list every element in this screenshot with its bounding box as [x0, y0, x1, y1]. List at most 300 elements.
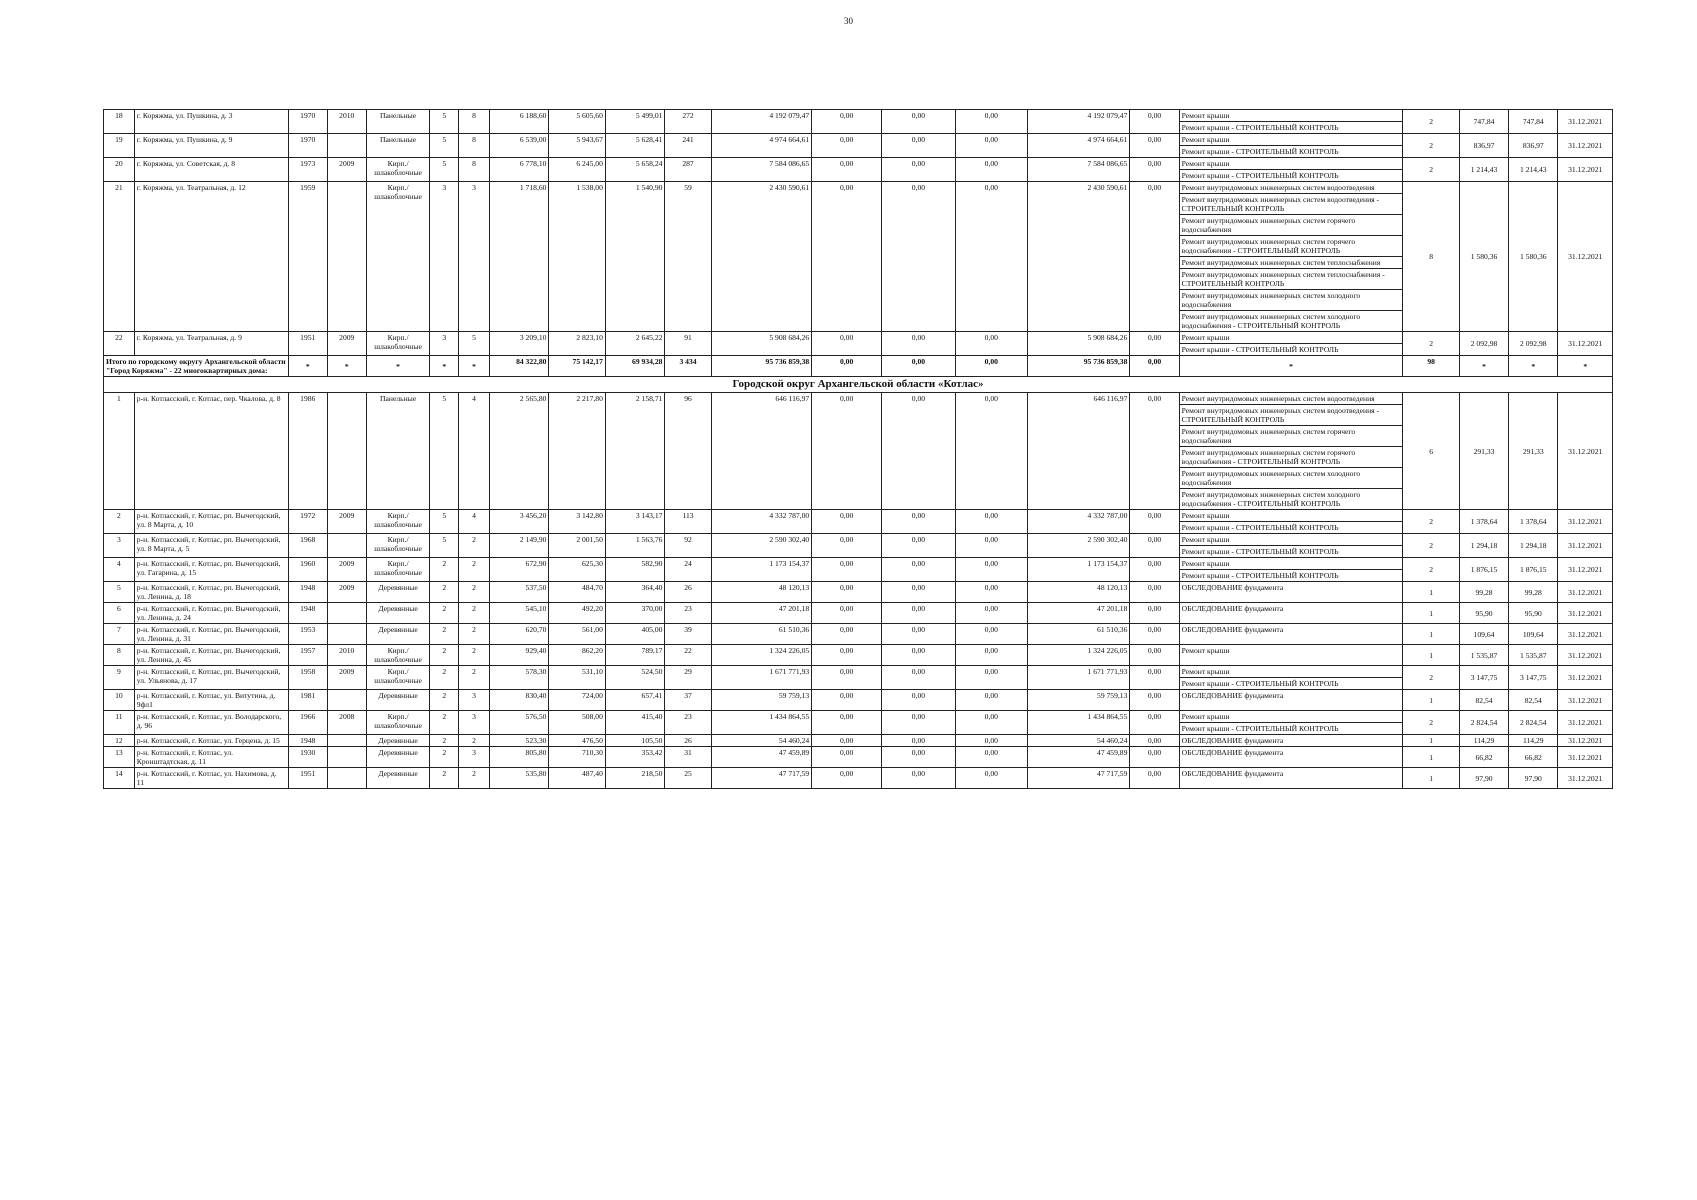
- works-count: 8: [1403, 182, 1459, 332]
- total-area: 535,80: [489, 768, 549, 789]
- address-cell: р-н. Котласский, г. Котлас, рп. Вычегодский, ул. Ленина, д. 24: [134, 603, 288, 624]
- row-number: 2: [104, 510, 135, 534]
- unit-cost-limit: 1 294,18: [1509, 534, 1558, 558]
- unit-cost-limit: 1 214,43: [1509, 158, 1558, 182]
- residents: 96: [665, 393, 711, 510]
- row-number: 13: [104, 747, 135, 768]
- total-cost: 5 908 684,26: [711, 332, 812, 356]
- year-repair: [327, 534, 366, 558]
- budget-cost: 0,00: [882, 110, 956, 134]
- residents: 92: [665, 534, 711, 558]
- residents: 23: [665, 711, 711, 735]
- local-cost: 0,00: [955, 768, 1027, 789]
- floors: 2: [430, 690, 459, 711]
- year-built: 1957: [288, 645, 327, 666]
- work-item: ОБСЛЕДОВАНИЕ фундамента: [1181, 604, 1284, 613]
- year-built: 1953: [288, 624, 327, 645]
- living-area: 625,30: [549, 558, 605, 582]
- living-area: 561,00: [549, 624, 605, 645]
- residents: 241: [665, 134, 711, 158]
- local-cost: 0,00: [955, 134, 1027, 158]
- residents: 272: [665, 110, 711, 134]
- total-area: 6 778,10: [489, 158, 549, 182]
- budget-cost: 0,00: [882, 603, 956, 624]
- unit-cost: 82,54: [1459, 690, 1508, 711]
- other-cost: 0,00: [1130, 711, 1179, 735]
- due-date: 31.12.2021: [1558, 747, 1613, 768]
- unit-cost: 1 378,64: [1459, 510, 1508, 534]
- other-cost: 0,00: [1130, 735, 1179, 747]
- work-item: Ремонт крыши - СТРОИТЕЛЬНЫЙ КОНТРОЛЬ: [1181, 571, 1339, 580]
- entrances: 3: [459, 747, 490, 768]
- table-row: [104, 510, 1613, 534]
- works-count: 1: [1403, 582, 1459, 603]
- due-date: 31.12.2021: [1558, 645, 1613, 666]
- fund-cost: 0,00: [812, 582, 882, 603]
- living-area: 492,20: [549, 603, 605, 624]
- local-cost: 0,00: [955, 110, 1027, 134]
- table-row: [104, 645, 1613, 666]
- total-cost: 4 974 664,61: [711, 134, 812, 158]
- works-count: 1: [1403, 645, 1459, 666]
- local-cost: 0,00: [955, 645, 1027, 666]
- year-built: 1951: [288, 332, 327, 356]
- work-item: Ремонт крыши - СТРОИТЕЛЬНЫЙ КОНТРОЛЬ: [1181, 171, 1339, 180]
- total-cost: 1 173 154,37: [711, 558, 812, 582]
- address-cell: р-н. Котласский, г. Котлас, ул. Витутина, д. 9фл1: [134, 690, 288, 711]
- local-cost: 0,00: [955, 534, 1027, 558]
- work-item: Ремонт внутридомовых инженерных систем водоотведения: [1180, 182, 1403, 194]
- unit-cost-limit: 3 147,75: [1509, 666, 1558, 690]
- works-cell: [1179, 666, 1403, 690]
- budget-cost: 0,00: [882, 158, 956, 182]
- total-label: Итого по городскому округу Архангельской области "Город Коряжма" - 22 многоквартирных дома:: [104, 356, 289, 377]
- owned-area: 415,40: [605, 711, 665, 735]
- row-number: 11: [104, 711, 135, 735]
- owners-cost: 4 332 787,00: [1027, 510, 1130, 534]
- table-row: [104, 666, 1613, 690]
- year-built: 1960: [288, 558, 327, 582]
- work-item: Ремонт внутридомовых инженерных систем теплоснабжения: [1180, 257, 1403, 269]
- address-cell: р-н. Котласский, г. Котлас, рп. Вычегодский, ул. Ленина, д. 18: [134, 582, 288, 603]
- wall-material: Кирп./ шлакоблочные: [366, 332, 430, 356]
- year-built: 1948: [288, 603, 327, 624]
- year-repair: [327, 768, 366, 789]
- address-cell: р-н. Котласский, г. Котлас, ул. Нахимова, д. 11: [134, 768, 288, 789]
- work-item: Ремонт крыши: [1180, 134, 1403, 146]
- living-area: 484,70: [549, 582, 605, 603]
- wall-material: Деревянные: [366, 603, 430, 624]
- fund-cost: 0,00: [812, 666, 882, 690]
- works-cell: [1179, 510, 1403, 534]
- owners-cost: 2 430 590,61: [1027, 182, 1130, 332]
- works-cell: [1179, 603, 1403, 624]
- year-repair: 2010: [327, 110, 366, 134]
- unit-cost-limit: 1 378,64: [1509, 510, 1558, 534]
- unit-cost-limit: 82,54: [1509, 690, 1558, 711]
- year-repair: [327, 134, 366, 158]
- total-cost: 59 759,13: [711, 690, 812, 711]
- works-cell: [1179, 645, 1403, 666]
- total-area: 578,30: [489, 666, 549, 690]
- wall-material: Кирп./ шлакоблочные: [366, 158, 430, 182]
- owned-area: 2 645,22: [605, 332, 665, 356]
- unit-cost-limit: 109,64: [1509, 624, 1558, 645]
- address-cell: г. Коряжма, ул. Пушкина, д. 9: [134, 134, 288, 158]
- due-date: 31.12.2021: [1558, 666, 1613, 690]
- budget-cost: 0,00: [882, 690, 956, 711]
- year-built: 1948: [288, 735, 327, 747]
- works-cell: [1179, 110, 1403, 134]
- owned-area: 218,50: [605, 768, 665, 789]
- entrances: 8: [459, 158, 490, 182]
- year-repair: [327, 182, 366, 332]
- owned-area: 370,00: [605, 603, 665, 624]
- works-cell: [1179, 711, 1403, 735]
- entrances: 2: [459, 582, 490, 603]
- wall-material: Деревянные: [366, 735, 430, 747]
- year-repair: 2009: [327, 510, 366, 534]
- table-row: [104, 582, 1613, 603]
- year-built: 1948: [288, 582, 327, 603]
- work-item: Ремонт внутридомовых инженерных систем горячего водоснабжения - СТРОИТЕЛЬНЫЙ КОНТРОЛЬ: [1180, 236, 1403, 257]
- table-row: [104, 735, 1613, 747]
- unit-cost: 99,28: [1459, 582, 1508, 603]
- work-item: Ремонт внутридомовых инженерных систем холодного водоснабжения - СТРОИТЕЛЬНЫЙ КОНТРОЛЬ: [1181, 312, 1361, 330]
- unit-cost: 747,84: [1459, 110, 1508, 134]
- wall-material: Кирп./ шлакоблочные: [366, 558, 430, 582]
- floors: 2: [430, 582, 459, 603]
- floors: 2: [430, 711, 459, 735]
- wall-material: Панельные: [366, 134, 430, 158]
- residents: 287: [665, 158, 711, 182]
- fund-cost: 0,00: [812, 645, 882, 666]
- local-cost: 0,00: [955, 510, 1027, 534]
- fund-cost: 0,00: [812, 182, 882, 332]
- fund-cost: 0,00: [812, 603, 882, 624]
- works-cell: [1179, 393, 1403, 510]
- wall-material: Кирп./ шлакоблочные: [366, 666, 430, 690]
- row-number: 4: [104, 558, 135, 582]
- local-cost: 0,00: [955, 182, 1027, 332]
- residents: 91: [665, 332, 711, 356]
- work-item: Ремонт внутридомовых инженерных систем холодного водоснабжения: [1180, 290, 1403, 311]
- living-area: 724,00: [549, 690, 605, 711]
- floors: 2: [430, 558, 459, 582]
- works-count: 2: [1403, 332, 1459, 356]
- local-cost: 0,00: [955, 735, 1027, 747]
- entrances: 2: [459, 666, 490, 690]
- total-area: 545,10: [489, 603, 549, 624]
- other-cost: 0,00: [1130, 110, 1179, 134]
- budget-cost: 0,00: [882, 332, 956, 356]
- address-cell: р-н. Котласский, г. Котлас, рп. Вычегодский, ул. Ленина, д. 45: [134, 645, 288, 666]
- unit-cost: 1 535,87: [1459, 645, 1508, 666]
- year-repair: 2009: [327, 666, 366, 690]
- works-count: 2: [1403, 158, 1459, 182]
- works-cell: [1179, 134, 1403, 158]
- other-cost: 0,00: [1130, 690, 1179, 711]
- unit-cost-limit: 1 876,15: [1509, 558, 1558, 582]
- fund-cost: 0,00: [812, 534, 882, 558]
- other-cost: 0,00: [1130, 624, 1179, 645]
- budget-cost: 0,00: [882, 711, 956, 735]
- unit-cost: 109,64: [1459, 624, 1508, 645]
- unit-cost: 2 092,98: [1459, 332, 1508, 356]
- address-cell: р-н. Котласский, г. Котлас, ул. Герцена, д. 15: [134, 735, 288, 747]
- due-date: 31.12.2021: [1558, 690, 1613, 711]
- living-area: 2 001,50: [549, 534, 605, 558]
- other-cost: 0,00: [1130, 393, 1179, 510]
- year-built: 1981: [288, 690, 327, 711]
- owned-area: 1 563,76: [605, 534, 665, 558]
- year-repair: [327, 735, 366, 747]
- work-item: Ремонт крыши - СТРОИТЕЛЬНЫЙ КОНТРОЛЬ: [1181, 724, 1339, 733]
- local-cost: 0,00: [955, 558, 1027, 582]
- unit-cost: 114,29: [1459, 735, 1508, 747]
- other-cost: 0,00: [1130, 510, 1179, 534]
- residents: 29: [665, 666, 711, 690]
- local-cost: 0,00: [955, 690, 1027, 711]
- total-area: 3 456,20: [489, 510, 549, 534]
- works-count: 2: [1403, 134, 1459, 158]
- works-count: 2: [1403, 666, 1459, 690]
- due-date: 31.12.2021: [1558, 558, 1613, 582]
- entrances: 8: [459, 134, 490, 158]
- works-cell: [1179, 624, 1403, 645]
- residents: 31: [665, 747, 711, 768]
- residents: 26: [665, 735, 711, 747]
- owned-area: 364,40: [605, 582, 665, 603]
- total-row: Итого по городскому округу Архангельской области "Город Коряжма" - 22 многоквартирных дома: * * * * * 84 322,80 75 142,17 69 934,28 3 434 95 736 859,38 0,00 0,00 0,00 95 736 859,38 0,00 * 98 * * *: [104, 356, 1613, 377]
- budget-cost: 0,00: [882, 582, 956, 603]
- unit-cost-limit: 2 824,54: [1509, 711, 1558, 735]
- floors: 5: [430, 110, 459, 134]
- unit-cost-limit: 66,82: [1509, 747, 1558, 768]
- works-count: 2: [1403, 558, 1459, 582]
- other-cost: 0,00: [1130, 603, 1179, 624]
- works-count: 1: [1403, 747, 1459, 768]
- address-cell: г. Коряжма, ул. Театральная, д. 12: [134, 182, 288, 332]
- works-count: 2: [1403, 110, 1459, 134]
- wall-material: Деревянные: [366, 690, 430, 711]
- fund-cost: 0,00: [812, 558, 882, 582]
- entrances: 2: [459, 735, 490, 747]
- owned-area: 657,41: [605, 690, 665, 711]
- other-cost: 0,00: [1130, 158, 1179, 182]
- capital-repair-table: [103, 109, 1613, 789]
- total-area: 830,40: [489, 690, 549, 711]
- table-row: [104, 534, 1613, 558]
- table-row: [104, 558, 1613, 582]
- table-row: [104, 182, 1613, 332]
- local-cost: 0,00: [955, 747, 1027, 768]
- entrances: 4: [459, 393, 490, 510]
- total-section: [104, 356, 1613, 393]
- year-built: 1968: [288, 534, 327, 558]
- address-cell: г. Коряжма, ул. Советская, д. 8: [134, 158, 288, 182]
- total-area: 2 149,90: [489, 534, 549, 558]
- fund-cost: 0,00: [812, 393, 882, 510]
- due-date: 31.12.2021: [1558, 534, 1613, 558]
- floors: 5: [430, 393, 459, 510]
- owners-cost: 48 120,13: [1027, 582, 1130, 603]
- owned-area: 789,17: [605, 645, 665, 666]
- residents: 113: [665, 510, 711, 534]
- budget-cost: 0,00: [882, 534, 956, 558]
- owners-cost: 4 192 079,47: [1027, 110, 1130, 134]
- budget-cost: 0,00: [882, 558, 956, 582]
- address-cell: р-н. Котласский, г. Котлас, ул. Кронштадтская, д. 11: [134, 747, 288, 768]
- wall-material: Деревянные: [366, 624, 430, 645]
- due-date: 31.12.2021: [1558, 711, 1613, 735]
- unit-cost: 836,97: [1459, 134, 1508, 158]
- year-built: 1986: [288, 393, 327, 510]
- year-built: 1966: [288, 711, 327, 735]
- living-area: 862,20: [549, 645, 605, 666]
- other-cost: 0,00: [1130, 332, 1179, 356]
- unit-cost-limit: 836,97: [1509, 134, 1558, 158]
- work-item: Ремонт внутридомовых инженерных систем водоотведения: [1180, 393, 1403, 405]
- living-area: 5 943,67: [549, 134, 605, 158]
- due-date: 31.12.2021: [1558, 624, 1613, 645]
- wall-material: Деревянные: [366, 582, 430, 603]
- floors: 2: [430, 747, 459, 768]
- living-area: 2 217,80: [549, 393, 605, 510]
- unit-cost: 1 294,18: [1459, 534, 1508, 558]
- table-row: [104, 711, 1613, 735]
- living-area: 3 142,80: [549, 510, 605, 534]
- unit-cost: 66,82: [1459, 747, 1508, 768]
- works-cell: [1179, 690, 1403, 711]
- owners-cost: 47 459,89: [1027, 747, 1130, 768]
- works-count: 1: [1403, 768, 1459, 789]
- living-area: 487,40: [549, 768, 605, 789]
- owners-cost: 4 974 664,61: [1027, 134, 1130, 158]
- works-count: 1: [1403, 690, 1459, 711]
- budget-cost: 0,00: [882, 666, 956, 690]
- work-item: Ремонт внутридомовых инженерных систем водоотведения - СТРОИТЕЛЬНЫЙ КОНТРОЛЬ: [1180, 405, 1403, 426]
- total-area: 6 188,60: [489, 110, 549, 134]
- work-item: Ремонт крыши - СТРОИТЕЛЬНЫЙ КОНТРОЛЬ: [1181, 523, 1339, 532]
- year-repair: [327, 747, 366, 768]
- residents: 59: [665, 182, 711, 332]
- entrances: 2: [459, 534, 490, 558]
- work-item: Ремонт внутридомовых инженерных систем горячего водоснабжения: [1180, 215, 1403, 236]
- year-repair: [327, 690, 366, 711]
- due-date: 31.12.2021: [1558, 393, 1613, 510]
- total-area: 523,30: [489, 735, 549, 747]
- owned-area: 524,50: [605, 666, 665, 690]
- work-item: Ремонт внутридомовых инженерных систем горячего водоснабжения - СТРОИТЕЛЬНЫЙ КОНТРОЛЬ: [1180, 447, 1403, 468]
- work-item: Ремонт внутридомовых инженерных систем водоотведения - СТРОИТЕЛЬНЫЙ КОНТРОЛЬ: [1180, 194, 1403, 215]
- floors: 2: [430, 666, 459, 690]
- address-cell: р-н. Котласский, г. Котлас, рп. Вычегодский, ул. 8 Марта, д. 10: [134, 510, 288, 534]
- works-cell: [1179, 735, 1403, 747]
- entrances: 3: [459, 182, 490, 332]
- total-cost: 4 192 079,47: [711, 110, 812, 134]
- year-repair: 2009: [327, 158, 366, 182]
- total-cost: 61 510,36: [711, 624, 812, 645]
- address-cell: г. Коряжма, ул. Театральная, д. 9: [134, 332, 288, 356]
- wall-material: Кирп./ шлакоблочные: [366, 534, 430, 558]
- year-built: 1958: [288, 666, 327, 690]
- owners-cost: 1 173 154,37: [1027, 558, 1130, 582]
- residents: 39: [665, 624, 711, 645]
- other-cost: 0,00: [1130, 768, 1179, 789]
- works-cell: [1179, 182, 1403, 332]
- fund-cost: 0,00: [812, 624, 882, 645]
- budget-cost: 0,00: [882, 735, 956, 747]
- table-row: [104, 747, 1613, 768]
- year-repair: 2009: [327, 332, 366, 356]
- total-area: 1 718,60: [489, 182, 549, 332]
- work-item: Ремонт крыши: [1180, 666, 1403, 678]
- owned-area: 2 158,71: [605, 393, 665, 510]
- living-area: 531,10: [549, 666, 605, 690]
- total-cost: 4 332 787,00: [711, 510, 812, 534]
- table-row: [104, 332, 1613, 356]
- row-number: 6: [104, 603, 135, 624]
- budget-cost: 0,00: [882, 134, 956, 158]
- work-item: ОБСЛЕДОВАНИЕ фундамента: [1181, 691, 1284, 700]
- living-area: 710,30: [549, 747, 605, 768]
- budget-cost: 0,00: [882, 624, 956, 645]
- due-date: 31.12.2021: [1558, 158, 1613, 182]
- total-area: 620,70: [489, 624, 549, 645]
- owners-cost: 1 434 864,55: [1027, 711, 1130, 735]
- total-cost: 2 430 590,61: [711, 182, 812, 332]
- other-cost: 0,00: [1130, 582, 1179, 603]
- work-item: Ремонт крыши: [1181, 646, 1230, 655]
- table-row: [104, 393, 1613, 510]
- budget-cost: 0,00: [882, 510, 956, 534]
- unit-cost-limit: 97,90: [1509, 768, 1558, 789]
- row-number: 5: [104, 582, 135, 603]
- fund-cost: 0,00: [812, 768, 882, 789]
- unit-cost: 95,90: [1459, 603, 1508, 624]
- residents: 23: [665, 603, 711, 624]
- total-cost: 47 459,89: [711, 747, 812, 768]
- total-area: 929,40: [489, 645, 549, 666]
- budget-cost: 0,00: [882, 393, 956, 510]
- budget-cost: 0,00: [882, 645, 956, 666]
- address-cell: р-н. Котласский, г. Котлас, ул. Володарского, д. 96: [134, 711, 288, 735]
- works-cell: [1179, 332, 1403, 356]
- total-area: 805,80: [489, 747, 549, 768]
- owned-area: 105,50: [605, 735, 665, 747]
- local-cost: 0,00: [955, 666, 1027, 690]
- row-number: 20: [104, 158, 135, 182]
- fund-cost: 0,00: [812, 134, 882, 158]
- works-count: 2: [1403, 534, 1459, 558]
- year-built: 1973: [288, 158, 327, 182]
- work-item: Ремонт крыши: [1180, 158, 1403, 170]
- local-cost: 0,00: [955, 603, 1027, 624]
- address-cell: р-н. Котласский, г. Котлас, рп. Вычегодский, ул. Ленина, д. 31: [134, 624, 288, 645]
- floors: 2: [430, 645, 459, 666]
- row-number: 8: [104, 645, 135, 666]
- floors: 2: [430, 768, 459, 789]
- unit-cost-limit: 95,90: [1509, 603, 1558, 624]
- total-cost: 47 717,59: [711, 768, 812, 789]
- entrances: 2: [459, 624, 490, 645]
- entrances: 2: [459, 645, 490, 666]
- work-item: Ремонт крыши: [1180, 558, 1403, 570]
- owned-area: 5 628,41: [605, 134, 665, 158]
- floors: 2: [430, 603, 459, 624]
- owners-cost: 7 584 086,65: [1027, 158, 1130, 182]
